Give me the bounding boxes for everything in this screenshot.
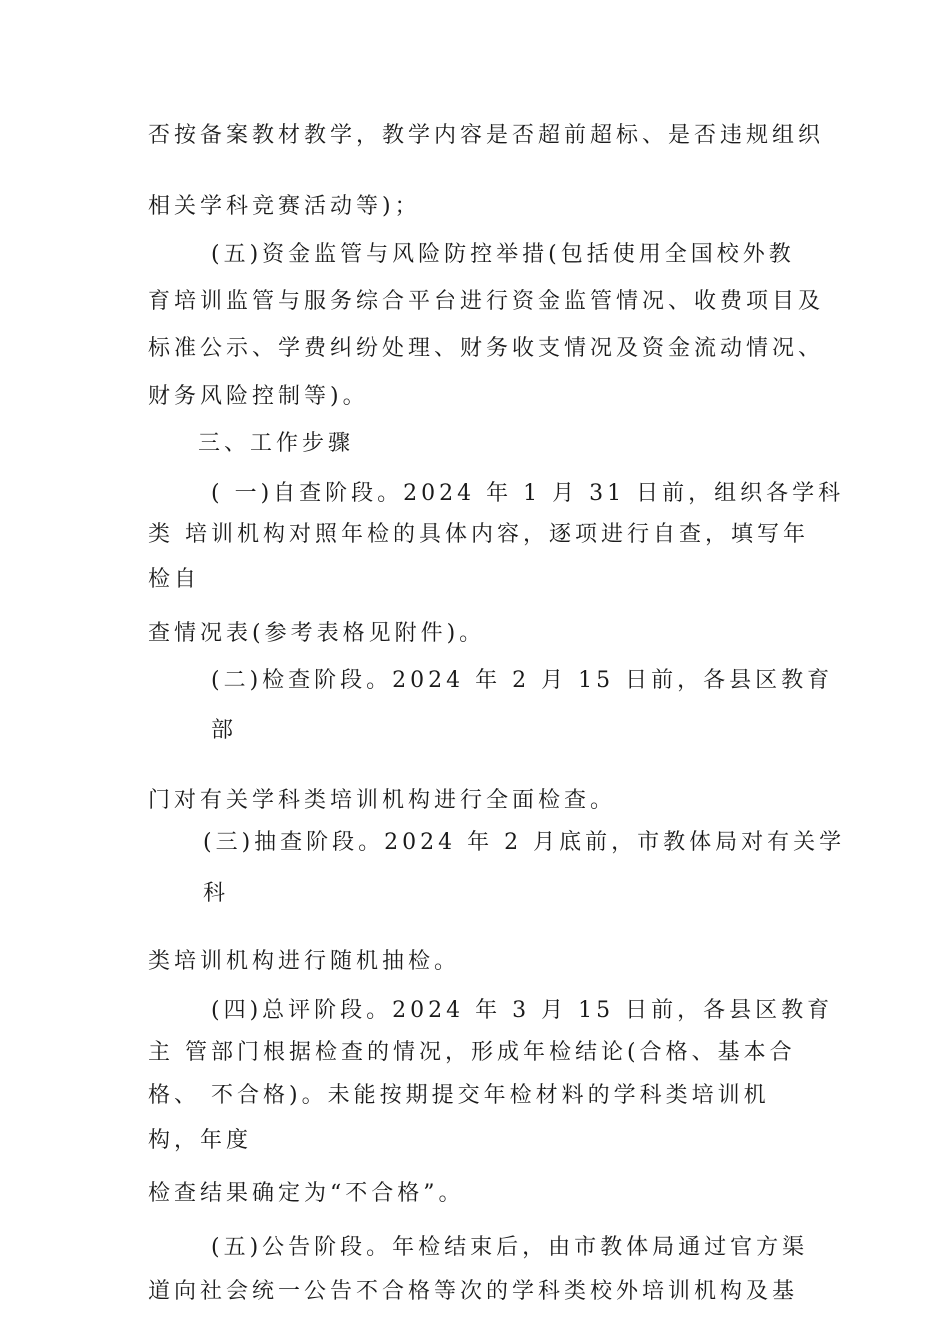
text-line: (五)公告阶段。年检结束后，由市教体局通过官方渠 [211,1235,809,1260]
text-line: 类培训机构进行随机抽检。 [148,949,461,974]
text-line: 主 管部门根据检查的情况，形成年检结论(合格、基本合 [148,1040,796,1065]
text-line: (四)总评阶段。2024 年 3 月 15 日前，各县区教育 [211,998,834,1023]
text-line: 查情况表(参考表格见附件)。 [148,621,486,646]
text-line: 相关学科竞赛活动等)； [148,194,421,219]
text-line: 类 培训机构对照年检的具体内容，逐项进行自查，填写年 [148,522,809,547]
text-line: 检查结果确定为“不合格”。 [148,1181,465,1206]
text-line: (三)抽查阶段。2024 年 2 月底前，市教体局对有关学 [203,830,846,855]
text-line: 标准公示、学费纠纷处理、财务收支情况及资金流动情况、 [148,336,825,361]
text-line: 财务风险控制等)。 [148,384,369,409]
text-line: (二)检查阶段。2024 年 2 月 15 日前，各县区教育 [211,668,834,693]
text-line: 门对有关学科类培训机构进行全面检查。 [148,788,617,813]
text-line: 检自 [148,567,201,592]
section-heading: 三、工作步骤 [198,431,355,456]
text-line: 否按备案教材教学，教学内容是否超前超标、是否违规组织 [148,123,825,148]
text-line: 科 [203,881,230,906]
text-line: (五)资金监管与风险防控举措(包括使用全国校外教 [211,242,795,267]
text-line: ( 一)自查阶段。2024 年 1 月 31 日前，组织各学科 [211,481,845,506]
text-line: 格、 不合格)。未能按期提交年检材料的学科类培训机 [148,1083,770,1108]
text-line: 部 [211,718,238,743]
text-line: 构，年度 [148,1128,253,1153]
text-line: 育培训监管与服务综合平台进行资金监管情况、收费项目及 [148,289,825,314]
text-line: 道向社会统一公告不合格等次的学科类校外培训机构及基 [148,1279,799,1304]
